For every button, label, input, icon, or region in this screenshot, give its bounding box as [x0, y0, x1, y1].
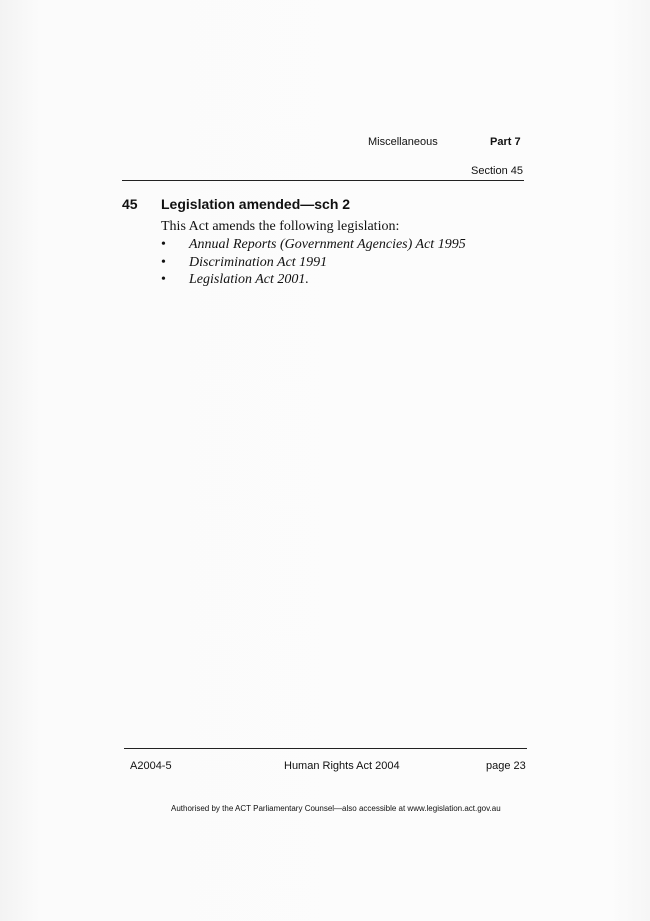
- list-item-text: Discrimination Act 1991: [189, 254, 328, 270]
- bullet-icon: •: [161, 254, 166, 270]
- header-section: Section 45: [471, 165, 523, 177]
- bullet-icon: •: [161, 272, 166, 287]
- footer-page-number: page 23: [486, 760, 526, 772]
- header-part-number: Part 7: [490, 136, 521, 148]
- footer-authorisation: Authorised by the ACT Parliamentary Counsel—also accessible at www.legislation.act.gov.au: [171, 804, 501, 813]
- section-title: Legislation amended—sch 2: [161, 196, 351, 212]
- section-intro: This Act amends the following legislation:: [161, 219, 400, 234]
- list-item-text: Annual Reports (Government Agencies) Act 1995: [189, 237, 466, 252]
- header-divider: [122, 180, 524, 181]
- bullet-icon: •: [161, 237, 166, 252]
- header-part-name: Miscellaneous: [368, 136, 438, 148]
- footer-act-title: Human Rights Act 2004: [284, 760, 400, 772]
- footer-act-code: A2004-5: [130, 760, 172, 772]
- section-number: 45: [122, 196, 138, 212]
- footer-divider: [124, 748, 527, 749]
- list-item-text: Legislation Act 2001.: [189, 272, 309, 287]
